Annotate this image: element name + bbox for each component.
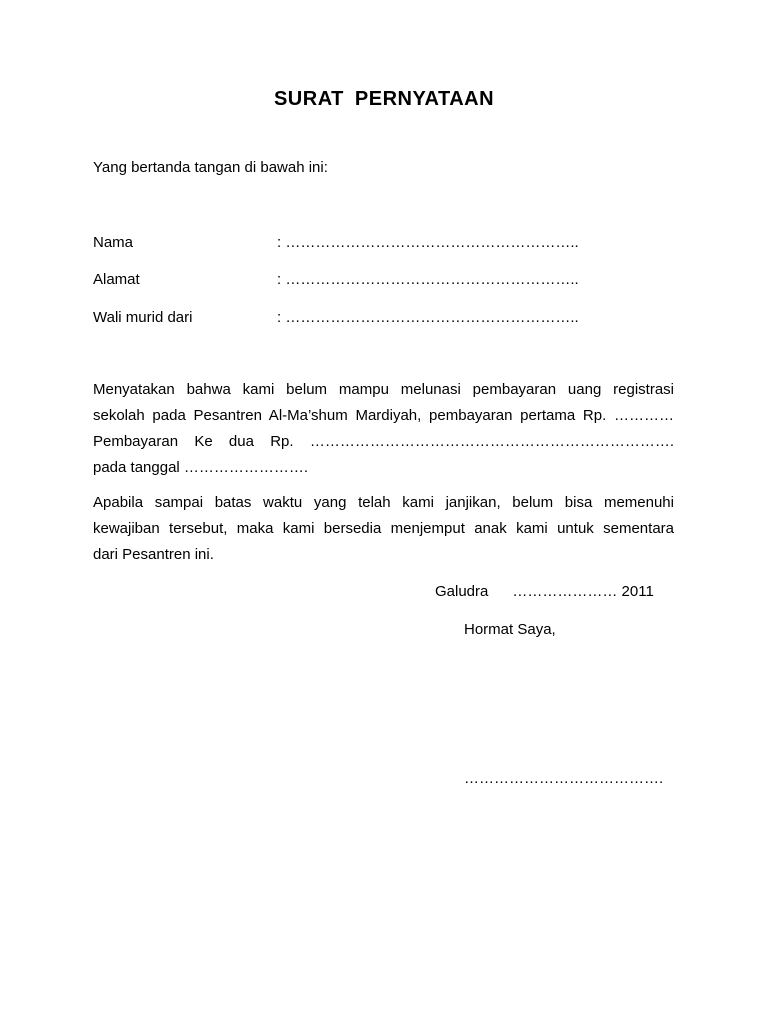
intro-text: Yang bertanda tangan di bawah ini: bbox=[93, 159, 328, 176]
field-label-wali-murid: Wali murid dari bbox=[93, 309, 193, 326]
condition-line: kewajiban tersebut, maka kami bersedia menjemput anak kami untuk sementara bbox=[93, 520, 674, 537]
condition-paragraph bbox=[93, 490, 674, 568]
field-value-wali-murid: : ………………………………………………….. bbox=[277, 309, 579, 326]
field-label-nama: Nama bbox=[93, 234, 134, 251]
statement-line: Pembayaran Ke dua Rp. ………………………………………………………………. bbox=[93, 433, 674, 450]
statement-paragraph bbox=[93, 377, 674, 481]
date-value: ………………… 2011 bbox=[512, 583, 654, 600]
closing-text: Hormat Saya, bbox=[464, 621, 556, 638]
field-value-alamat: : ………………………………………………….. bbox=[277, 271, 579, 288]
statement-line: sekolah pada Pesantren Al-Ma’shum Mardiyah, pembayaran pertama Rp. ………… bbox=[93, 407, 674, 424]
field-value-nama: : ………………………………………………….. bbox=[277, 234, 579, 251]
document-title: SURAT PERNYATAAN bbox=[273, 88, 495, 110]
condition-line: Apabila sampai batas waktu yang telah kami janjikan, belum bisa memenuhi bbox=[93, 494, 674, 511]
condition-line: dari Pesantren ini. bbox=[93, 546, 214, 563]
statement-line: pada tanggal ……………………. bbox=[93, 459, 309, 476]
statement-line: Menyatakan bahwa kami belum mampu melunasi pembayaran uang registrasi bbox=[93, 381, 674, 398]
signature-line: …………………………………. bbox=[464, 770, 664, 787]
field-label-alamat: Alamat bbox=[93, 271, 140, 288]
place-name: Galudra bbox=[435, 583, 489, 600]
place-date bbox=[435, 583, 654, 601]
